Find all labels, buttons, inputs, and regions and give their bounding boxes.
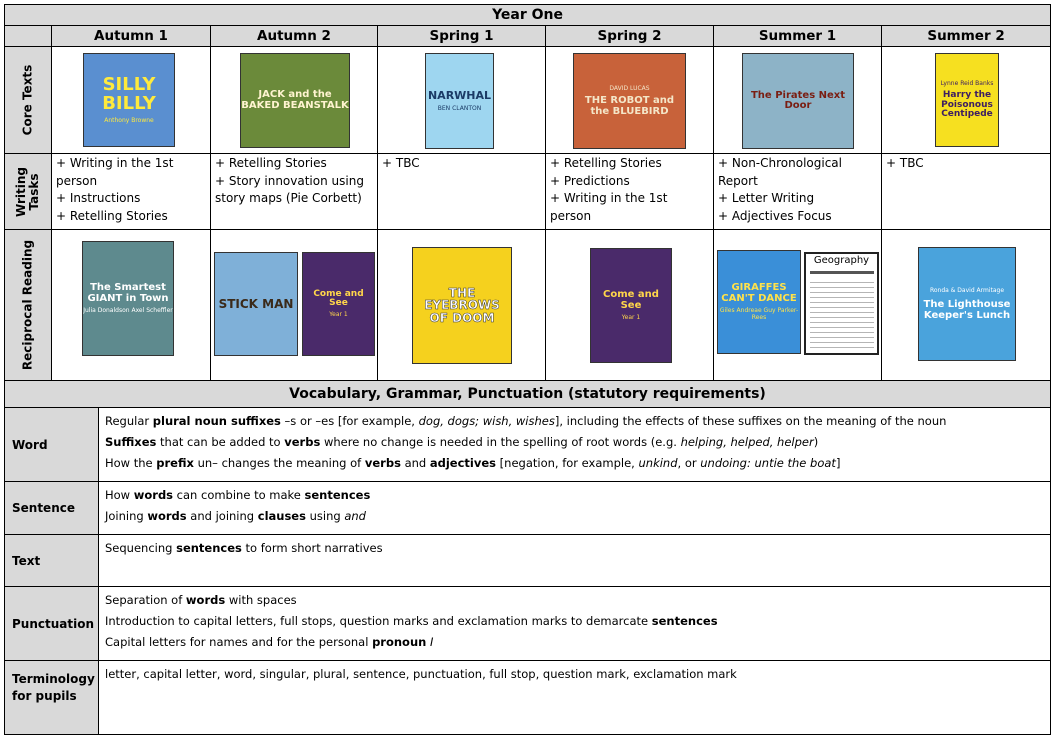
book-cover: DAVID LUCAS THE ROBOT and the BLUEBIRD <box>573 53 686 149</box>
writing-task-item: + Instructions <box>56 191 141 205</box>
book-cover: Ronda & David Armitage The Lighthouse Keeper's Lunch <box>918 247 1016 361</box>
book-cover: SILLY BILLY Anthony Browne <box>83 53 175 147</box>
writing-task-item: + Adjectives Focus <box>718 208 832 223</box>
core-text-autumn-2 <box>211 47 378 154</box>
word-line-1: Regular plural noun suffixes –s or –es [for example, dog, dogs; wish, wishes], including the effects of these suffixes on the meaning of the noun <box>105 414 947 428</box>
reading-summer-1 <box>714 230 882 381</box>
book-cover: NARWHAL BEN CLANTON <box>425 53 494 149</box>
vgp-label-terminology: Terminology for pupils <box>5 661 99 735</box>
book-cover: The Pirates Next Door <box>742 53 854 149</box>
corner-cell <box>5 26 52 47</box>
book-cover: Lynne Reid Banks Harry the Poisonous Centipede <box>935 53 999 147</box>
year-title: Year One <box>5 5 1051 26</box>
vgp-title: Vocabulary, Grammar, Punctuation (statutory requirements) <box>5 381 1051 408</box>
writing-task-item: + TBC <box>886 156 924 170</box>
punctuation-line-2: Introduction to capital letters, full stops, question marks and exclamation marks to demarcate sentences <box>105 614 718 628</box>
row-label-core-texts: Core Texts <box>5 47 52 154</box>
punctuation-line-3: Capital letters for names and for the personal pronoun I <box>105 635 434 649</box>
book-cover: The Smartest GIANT in Town Julia Donaldson Axel Scheffler <box>82 241 174 356</box>
core-text-spring-1 <box>378 47 546 154</box>
book-cover: Come and See Year 1 <box>590 248 672 363</box>
vgp-label-sentence: Sentence <box>5 482 99 535</box>
writing-tasks-autumn-1 <box>52 154 211 230</box>
writing-task-item: + Writing in the 1st person <box>550 191 668 223</box>
vgp-content-punctuation <box>99 587 1051 661</box>
term-header-summer-1: Summer 1 <box>714 26 882 47</box>
writing-task-item: + Retelling Stories <box>215 156 327 170</box>
book-cover: THE EYEBROWS OF DOOM <box>412 247 512 364</box>
vgp-content-word <box>99 408 1051 482</box>
term-header-autumn-1: Autumn 1 <box>52 26 211 47</box>
writing-tasks-spring-2 <box>546 154 714 230</box>
term-header-summer-2: Summer 2 <box>882 26 1051 47</box>
core-text-spring-2 <box>546 47 714 154</box>
reading-autumn-1 <box>52 230 211 381</box>
vgp-label-text: Text <box>5 535 99 587</box>
term-header-spring-2: Spring 2 <box>546 26 714 47</box>
vgp-content-text <box>99 535 1051 587</box>
word-line-2: Suffixes that can be added to verbs where no change is needed in the spelling of root words (e.g. helping, helped, helper) <box>105 435 819 449</box>
writing-task-item: + Story innovation using story maps (Pie Corbett) <box>215 173 364 205</box>
terminology-text: letter, capital letter, word, singular, plural, sentence, punctuation, full stop, question mark, exclamation mark <box>105 667 737 681</box>
writing-task-item: + Predictions <box>550 173 630 188</box>
book-cover: STICK MAN <box>214 252 298 356</box>
row-label-writing-tasks: Writing Tasks <box>5 154 52 230</box>
vgp-label-punctuation: Punctuation <box>5 587 99 661</box>
writing-task-item: + Letter Writing <box>718 191 815 205</box>
book-cover: GIRAFFES CAN'T DANCE Giles Andreae Guy Parker-Rees <box>717 250 801 354</box>
year-overview-table <box>4 4 1051 381</box>
core-text-autumn-1 <box>52 47 211 154</box>
core-text-summer-1 <box>714 47 882 154</box>
writing-tasks-summer-2 <box>882 154 1051 230</box>
word-line-3: How the prefix un– changes the meaning of verbs and adjectives [negation, for example, unkind, or undoing: untie the boat] <box>105 456 841 470</box>
writing-tasks-spring-1 <box>378 154 546 230</box>
vgp-label-word: Word <box>5 408 99 482</box>
vgp-table <box>4 380 1051 735</box>
sentence-line-2: Joining words and joining clauses using and <box>105 509 366 523</box>
vgp-content-sentence <box>99 482 1051 535</box>
vgp-content-terminology <box>99 661 1051 735</box>
term-header-spring-1: Spring 1 <box>378 26 546 47</box>
reading-spring-2 <box>546 230 714 381</box>
term-header-autumn-2: Autumn 2 <box>211 26 378 47</box>
core-text-summer-2 <box>882 47 1051 154</box>
reading-autumn-2 <box>211 230 378 381</box>
writing-task-item: + Non-Chronological Report <box>718 156 842 188</box>
row-label-reciprocal-reading: Reciprocal Reading <box>5 230 52 381</box>
punctuation-line-1: Separation of words with spaces <box>105 593 297 607</box>
sentence-line-1: How words can combine to make sentences <box>105 488 371 502</box>
reading-spring-1 <box>378 230 546 381</box>
writing-task-item: + Retelling Stories <box>56 208 168 223</box>
writing-task-item: + Retelling Stories <box>550 156 662 170</box>
writing-tasks-autumn-2 <box>211 154 378 230</box>
writing-tasks-summer-1 <box>714 154 882 230</box>
writing-task-item: + TBC <box>382 156 420 170</box>
book-cover: Come and See Year 1 <box>302 252 375 356</box>
reading-summer-2 <box>882 230 1051 381</box>
writing-task-item: + Writing in the 1st person <box>56 156 174 188</box>
book-cover: Geography <box>804 252 879 355</box>
book-cover: JACK and the BAKED BEANSTALK <box>240 53 350 148</box>
text-line-1: Sequencing sentences to form short narratives <box>105 541 383 555</box>
